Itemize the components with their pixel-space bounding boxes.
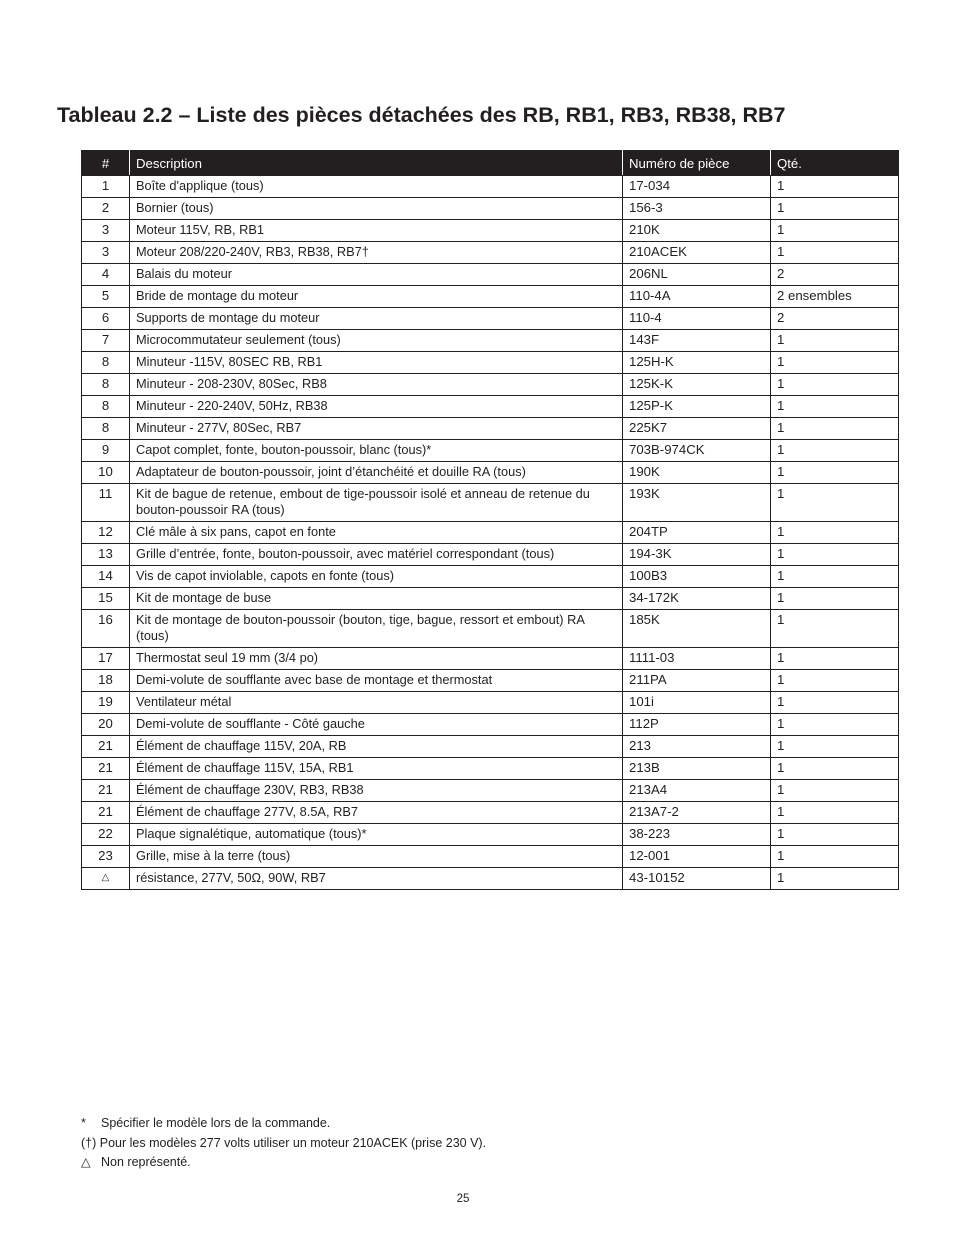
row-quantity: 1 xyxy=(771,176,899,198)
row-part-number: 17-034 xyxy=(623,176,771,198)
row-quantity: 1 xyxy=(771,610,899,648)
row-quantity: 1 xyxy=(771,374,899,396)
row-number: 11 xyxy=(82,484,130,522)
row-part-number: 185K xyxy=(623,610,771,648)
row-number: △ xyxy=(82,868,130,890)
header-part-number: Numéro de pièce xyxy=(623,151,771,176)
row-description: Grille d’entrée, fonte, bouton-poussoir, avec matériel correspondant (tous) xyxy=(130,544,623,566)
row-part-number: 206NL xyxy=(623,264,771,286)
row-description: Grille, mise à la terre (tous) xyxy=(130,846,623,868)
row-quantity: 1 xyxy=(771,198,899,220)
row-quantity: 1 xyxy=(771,330,899,352)
row-description: Élément de chauffage 277V, 8.5A, RB7 xyxy=(130,802,623,824)
header-quantity: Qté. xyxy=(771,151,899,176)
row-description: Kit de montage de buse xyxy=(130,588,623,610)
row-description: Demi-volute de soufflante avec base de montage et thermostat xyxy=(130,670,623,692)
row-number: 20 xyxy=(82,714,130,736)
footnote-text: Non représenté. xyxy=(101,1155,191,1169)
row-description: Bornier (tous) xyxy=(130,198,623,220)
table-row xyxy=(82,846,899,868)
row-description: Clé mâle à six pans, capot en fonte xyxy=(130,522,623,544)
parts-table xyxy=(81,150,899,890)
row-part-number: 112P xyxy=(623,714,771,736)
row-description: Capot complet, fonte, bouton-poussoir, blanc (tous)* xyxy=(130,440,623,462)
row-number: 7 xyxy=(82,330,130,352)
table-body xyxy=(82,176,899,890)
row-part-number: 34-172K xyxy=(623,588,771,610)
row-quantity: 1 xyxy=(771,396,899,418)
row-quantity: 1 xyxy=(771,352,899,374)
row-quantity: 1 xyxy=(771,544,899,566)
table-row xyxy=(82,544,899,566)
row-quantity: 1 xyxy=(771,522,899,544)
row-description: Demi-volute de soufflante - Côté gauche xyxy=(130,714,623,736)
row-part-number: 101i xyxy=(623,692,771,714)
row-part-number: 125H-K xyxy=(623,352,771,374)
row-number: 17 xyxy=(82,648,130,670)
row-description: Élément de chauffage 115V, 15A, RB1 xyxy=(130,758,623,780)
row-description: Minuteur -115V, 80SEC RB, RB1 xyxy=(130,352,623,374)
row-quantity: 1 xyxy=(771,670,899,692)
table-row xyxy=(82,352,899,374)
row-part-number: 12-001 xyxy=(623,846,771,868)
row-number: 14 xyxy=(82,566,130,588)
row-quantity: 1 xyxy=(771,846,899,868)
row-number: 8 xyxy=(82,374,130,396)
row-number: 21 xyxy=(82,736,130,758)
footnote xyxy=(81,1134,486,1154)
row-part-number: 190K xyxy=(623,462,771,484)
row-quantity: 1 xyxy=(771,418,899,440)
row-description: Adaptateur de bouton-poussoir, joint d’étanchéité et douille RA (tous) xyxy=(130,462,623,484)
table-row xyxy=(82,824,899,846)
row-part-number: 213A7-2 xyxy=(623,802,771,824)
row-part-number: 125K-K xyxy=(623,374,771,396)
row-description: Kit de montage de bouton-poussoir (bouton, tige, bague, ressort et embout) RA (tous) xyxy=(130,610,623,648)
row-quantity: 2 xyxy=(771,308,899,330)
table-row xyxy=(82,220,899,242)
table-row xyxy=(82,566,899,588)
row-part-number: 211PA xyxy=(623,670,771,692)
row-quantity: 1 xyxy=(771,484,899,522)
row-number: 21 xyxy=(82,780,130,802)
table-row xyxy=(82,176,899,198)
table-row xyxy=(82,264,899,286)
table-row xyxy=(82,374,899,396)
row-number: 19 xyxy=(82,692,130,714)
row-quantity: 1 xyxy=(771,802,899,824)
table-row xyxy=(82,462,899,484)
row-part-number: 225K7 xyxy=(623,418,771,440)
row-quantity: 1 xyxy=(771,824,899,846)
row-part-number: 210ACEK xyxy=(623,242,771,264)
table-row xyxy=(82,396,899,418)
row-description: Minuteur - 277V, 80Sec, RB7 xyxy=(130,418,623,440)
table-row xyxy=(82,758,899,780)
table-header-row xyxy=(82,151,899,176)
row-description: Minuteur - 220-240V, 50Hz, RB38 xyxy=(130,396,623,418)
row-description: résistance, 277V, 50Ω, 90W, RB7 xyxy=(130,868,623,890)
table-row xyxy=(82,648,899,670)
row-description: Balais du moteur xyxy=(130,264,623,286)
row-quantity: 1 xyxy=(771,736,899,758)
footnote-text: (†) Pour les modèles 277 volts utiliser un moteur 210ACEK (prise 230 V). xyxy=(81,1135,487,1150)
row-part-number: 143F xyxy=(623,330,771,352)
row-number: 21 xyxy=(82,802,130,824)
row-part-number: 204TP xyxy=(623,522,771,544)
footnote-mark: * xyxy=(81,1116,86,1130)
table-row xyxy=(82,736,899,758)
page-number xyxy=(0,1193,926,1205)
footnote xyxy=(81,1114,486,1134)
row-part-number: 194-3K xyxy=(623,544,771,566)
row-quantity: 1 xyxy=(771,566,899,588)
footnotes xyxy=(81,1114,486,1173)
table-row xyxy=(82,440,899,462)
table-row xyxy=(82,802,899,824)
table-row xyxy=(82,780,899,802)
table-row xyxy=(82,714,899,736)
footnote-text: Spécifier le modèle lors de la commande. xyxy=(101,1116,331,1130)
row-number: 8 xyxy=(82,396,130,418)
row-quantity: 1 xyxy=(771,588,899,610)
table-row xyxy=(82,522,899,544)
row-description: Vis de capot inviolable, capots en fonte (tous) xyxy=(130,566,623,588)
row-number: 10 xyxy=(82,462,130,484)
row-number: 13 xyxy=(82,544,130,566)
row-number: 2 xyxy=(82,198,130,220)
table-row xyxy=(82,588,899,610)
row-description: Thermostat seul 19 mm (3/4 po) xyxy=(130,648,623,670)
row-number: 23 xyxy=(82,846,130,868)
row-part-number: 193K xyxy=(623,484,771,522)
row-number: 12 xyxy=(82,522,130,544)
row-number: 3 xyxy=(82,220,130,242)
row-quantity: 2 ensembles xyxy=(771,286,899,308)
row-part-number: 100B3 xyxy=(623,566,771,588)
row-description: Plaque signalétique, automatique (tous)* xyxy=(130,824,623,846)
row-description: Minuteur - 208-230V, 80Sec, RB8 xyxy=(130,374,623,396)
row-quantity: 1 xyxy=(771,714,899,736)
page-title: Tableau 2.2 – Liste des pièces détachées des RB, RB1, RB3, RB38, RB7 xyxy=(57,103,786,127)
row-quantity: 1 xyxy=(771,462,899,484)
header-number: # xyxy=(82,151,130,176)
row-number: 16 xyxy=(82,610,130,648)
row-quantity: 1 xyxy=(771,242,899,264)
row-quantity: 1 xyxy=(771,692,899,714)
row-number: 3 xyxy=(82,242,130,264)
row-description: Élément de chauffage 230V, RB3, RB38 xyxy=(130,780,623,802)
row-description: Microcommutateur seulement (tous) xyxy=(130,330,623,352)
row-number: 15 xyxy=(82,588,130,610)
table-row xyxy=(82,330,899,352)
row-number: 5 xyxy=(82,286,130,308)
row-number: 18 xyxy=(82,670,130,692)
table-row xyxy=(82,610,899,648)
row-number: 1 xyxy=(82,176,130,198)
row-description: Supports de montage du moteur xyxy=(130,308,623,330)
row-number: 22 xyxy=(82,824,130,846)
table-row xyxy=(82,418,899,440)
row-part-number: 110-4 xyxy=(623,308,771,330)
row-number: 4 xyxy=(82,264,130,286)
row-description: Moteur 115V, RB, RB1 xyxy=(130,220,623,242)
row-description: Moteur 208/220-240V, RB3, RB38, RB7† xyxy=(130,242,623,264)
row-number: 8 xyxy=(82,418,130,440)
row-quantity: 1 xyxy=(771,440,899,462)
table-row xyxy=(82,692,899,714)
row-description: Bride de montage du moteur xyxy=(130,286,623,308)
row-number: 21 xyxy=(82,758,130,780)
row-part-number: 210K xyxy=(623,220,771,242)
row-part-number: 703B-974CK xyxy=(623,440,771,462)
row-part-number: 43-10152 xyxy=(623,868,771,890)
row-part-number: 38-223 xyxy=(623,824,771,846)
row-quantity: 1 xyxy=(771,220,899,242)
row-description: Ventilateur métal xyxy=(130,692,623,714)
row-description: Élément de chauffage 115V, 20A, RB xyxy=(130,736,623,758)
row-part-number: 213B xyxy=(623,758,771,780)
row-quantity: 1 xyxy=(771,758,899,780)
table-row xyxy=(82,286,899,308)
table-row xyxy=(82,868,899,890)
footnote xyxy=(81,1153,486,1173)
row-quantity: 2 xyxy=(771,264,899,286)
row-part-number: 213A4 xyxy=(623,780,771,802)
table-row xyxy=(82,242,899,264)
row-part-number: 156-3 xyxy=(623,198,771,220)
page-number-text: 25 xyxy=(456,1193,470,1205)
row-description: Kit de bague de retenue, embout de tige-poussoir isolé et anneau de retenue du bouton-poussoir RA (tous) xyxy=(130,484,623,522)
row-description: Boîte d'applique (tous) xyxy=(130,176,623,198)
footnote-mark: △ xyxy=(81,1155,91,1169)
row-part-number: 110-4A xyxy=(623,286,771,308)
header-description: Description xyxy=(130,151,623,176)
row-part-number: 213 xyxy=(623,736,771,758)
row-quantity: 1 xyxy=(771,780,899,802)
row-part-number: 125P-K xyxy=(623,396,771,418)
table-row xyxy=(82,484,899,522)
table-row xyxy=(82,670,899,692)
row-quantity: 1 xyxy=(771,648,899,670)
table-row xyxy=(82,308,899,330)
table-row xyxy=(82,198,899,220)
row-quantity: 1 xyxy=(771,868,899,890)
row-number: 9 xyxy=(82,440,130,462)
row-number: 6 xyxy=(82,308,130,330)
row-number: 8 xyxy=(82,352,130,374)
row-part-number: 1111-03 xyxy=(623,648,771,670)
